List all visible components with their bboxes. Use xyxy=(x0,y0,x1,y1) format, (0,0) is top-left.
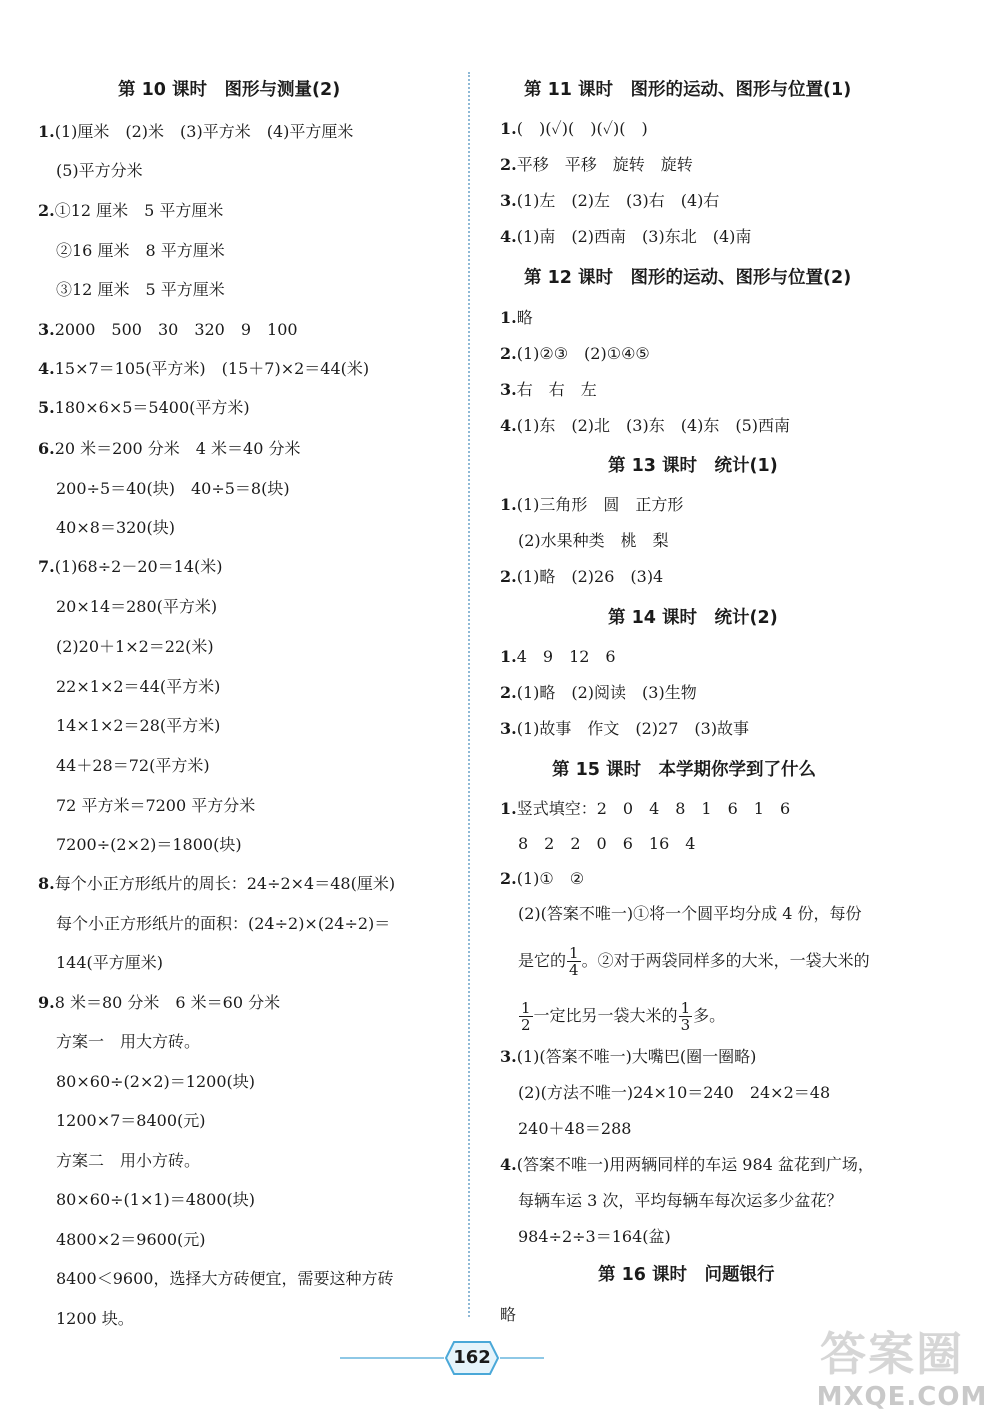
item-number: 4. xyxy=(500,1155,517,1174)
item-text: (2)水果种类 桃 梨 xyxy=(518,531,669,550)
lesson-10-line xyxy=(56,1230,206,1250)
item-number: 3. xyxy=(500,380,517,399)
lesson-11-line xyxy=(500,191,719,211)
item-number: 4. xyxy=(500,227,517,246)
item-text: 1200×7＝8400(元) xyxy=(56,1111,206,1130)
lesson-10-line xyxy=(56,518,175,538)
item-number: 1. xyxy=(500,495,517,514)
item-text: 14×1×2＝28(平方米) xyxy=(56,716,221,735)
lesson-11-line xyxy=(500,119,648,139)
item-text: ②16 厘米 8 平方厘米 xyxy=(56,241,225,260)
lesson-10-line xyxy=(56,637,214,657)
item-text: (1)左 (2)左 (3)右 (4)右 xyxy=(516,191,720,210)
lesson-15-line xyxy=(518,834,695,854)
footer-line-right xyxy=(500,1357,544,1359)
lesson-10-line xyxy=(56,161,143,181)
item-number: 3. xyxy=(500,1047,517,1066)
frac1-numerator: 1 xyxy=(569,944,579,962)
item-text: 平移 平移 旋转 旋转 xyxy=(516,155,693,174)
item-text: (5)平方分米 xyxy=(56,161,143,180)
frac2-numerator-1: 1 xyxy=(521,999,531,1017)
lesson-16-heading: 第 16 课时 问题银行 xyxy=(598,1265,775,1285)
item-number: 6. xyxy=(38,439,55,458)
item-text: 20 米＝200 分米 4 米＝40 分米 xyxy=(54,439,301,458)
item-number: 5. xyxy=(38,398,55,417)
lesson-10-line xyxy=(56,716,220,736)
lesson-13-line xyxy=(518,531,669,551)
item-text: (1)① ② xyxy=(516,869,585,888)
lesson-12-line xyxy=(500,308,533,328)
lesson-10-line xyxy=(38,122,353,142)
lesson-10-line xyxy=(56,1309,134,1329)
item-text: 7200÷(2×2)＝1800(块) xyxy=(56,835,242,854)
item-text: 72 平方米＝7200 平方分米 xyxy=(56,796,256,815)
lesson-15-line xyxy=(518,1191,842,1211)
item-text: (1)三角形 圆 正方形 xyxy=(516,495,684,514)
lesson-10-line xyxy=(56,1269,393,1289)
lesson-15-line xyxy=(518,1119,631,1139)
lesson-10-line xyxy=(56,1032,200,1052)
item-text: 2000 500 30 320 9 100 xyxy=(54,320,298,339)
lesson-14-heading: 第 14 课时 统计(2) xyxy=(608,608,778,628)
item-number: 1. xyxy=(500,799,517,818)
item-text: 984÷2÷3＝164(盆) xyxy=(518,1227,671,1246)
lesson-10-line xyxy=(56,1190,255,1210)
lesson-15-line xyxy=(500,799,790,819)
frac1-pre: 是它的 xyxy=(518,951,567,970)
watermark-site: MXQE.COM xyxy=(816,1382,988,1412)
item-number: 2. xyxy=(38,201,55,220)
item-text: 4 9 12 6 xyxy=(516,647,616,666)
frac2-denominator-2: 3 xyxy=(680,1016,691,1034)
footer-line-left xyxy=(340,1357,444,1359)
lesson-15-line xyxy=(500,1155,874,1175)
item-text: 右 右 左 xyxy=(516,380,597,399)
lesson-10-line xyxy=(38,439,301,459)
item-number: 1. xyxy=(500,119,517,138)
item-text: 180×6×5＝5400(平方米) xyxy=(54,398,250,417)
item-text: ( )(✓)( )(✓)( ) xyxy=(516,119,648,138)
item-text: (1)(答案不唯一)大嘴巴(圈一圈略) xyxy=(516,1047,757,1066)
item-number: 4. xyxy=(500,416,517,435)
item-text: 22×1×2＝44(平方米) xyxy=(56,677,221,696)
fraction-one-quarter xyxy=(567,945,581,978)
item-text: 8 米＝80 分米 6 米＝60 分米 xyxy=(54,993,281,1012)
item-text: 4800×2＝9600(元) xyxy=(56,1230,206,1249)
lesson-15-line xyxy=(500,869,584,889)
item-number: 4. xyxy=(38,359,55,378)
item-text: (1)故事 作文 (2)27 (3)故事 xyxy=(516,719,750,738)
lesson-10-line xyxy=(56,1111,206,1131)
lesson-10-line xyxy=(56,677,220,697)
item-text: 略 xyxy=(516,308,533,327)
item-text: 15×7＝105(平方米) (15＋7)×2＝44(米) xyxy=(54,359,370,378)
lesson-13-heading: 第 13 课时 统计(1) xyxy=(608,456,778,476)
lesson-10-heading: 第 10 课时 图形与测量(2) xyxy=(118,80,341,100)
lesson-14-line xyxy=(500,683,697,703)
item-number: 9. xyxy=(38,993,55,1012)
item-text: (1)略 (2)阅读 (3)生物 xyxy=(516,683,697,702)
item-text: 方案二 用小方砖。 xyxy=(56,1151,201,1170)
fraction-line-1 xyxy=(518,945,870,978)
item-number: 1. xyxy=(38,122,55,141)
item-number: 2. xyxy=(500,683,517,702)
item-text: 20×14＝280(平方米) xyxy=(56,597,218,616)
page-number: 162 xyxy=(453,1347,491,1368)
item-text: 80×60÷(2×2)＝1200(块) xyxy=(56,1072,255,1091)
item-number: 8. xyxy=(38,874,55,893)
item-text: ①12 厘米 5 平方厘米 xyxy=(54,201,224,220)
lesson-15-line xyxy=(500,1047,756,1067)
lesson-10-line xyxy=(38,993,280,1013)
lesson-10-line xyxy=(56,241,225,261)
lesson-15-line xyxy=(518,1227,671,1247)
item-text: (1)东 (2)北 (3)东 (4)东 (5)西南 xyxy=(516,416,791,435)
lesson-14-line xyxy=(500,719,749,739)
item-text: (1)68÷2－20＝14(米) xyxy=(54,557,223,576)
lesson-14-line xyxy=(500,647,616,667)
lesson-10-line xyxy=(38,874,395,894)
item-number: 1. xyxy=(500,308,517,327)
lesson-13-line xyxy=(500,495,683,515)
item-text: 8400＜9600，选择大方砖便宜，需要这种方砖 xyxy=(56,1269,394,1288)
item-text: (1)南 (2)西南 (3)东北 (4)南 xyxy=(516,227,752,246)
frac2-mid: 一定比另一袋大米的 xyxy=(533,1006,678,1025)
lesson-13-line xyxy=(500,567,663,587)
lesson-10-line xyxy=(56,914,390,934)
item-number: 1. xyxy=(500,647,517,666)
frac2-denominator-1: 2 xyxy=(521,1016,531,1034)
item-text: 每辆车运 3 次，平均每辆车每次运多少盆花？ xyxy=(518,1191,843,1210)
frac1-post: 。②对于两袋同样多的大米，一袋大米的 xyxy=(581,951,870,970)
item-number: 7. xyxy=(38,557,55,576)
item-number: 2. xyxy=(500,869,517,888)
fraction-line-2 xyxy=(518,1000,725,1033)
item-text: (1)厘米 (2)米 (3)平方米 (4)平方厘米 xyxy=(54,122,354,141)
lesson-15-heading: 第 15 课时 本学期你学到了什么 xyxy=(552,760,817,780)
item-text: (2)(答案不唯一)①将一个圆平均分成 4 份，每份 xyxy=(518,904,862,923)
item-text: 40×8＝320(块) xyxy=(56,518,175,537)
lesson-15-line xyxy=(518,904,862,924)
item-text: 每个小正方形纸片的周长：24÷2×4＝48(厘米) xyxy=(54,874,396,893)
item-text: (答案不唯一)用两辆同样的车运 984 盆花到广场， xyxy=(516,1155,874,1174)
item-number: 3. xyxy=(38,320,55,339)
lesson-10-line xyxy=(56,1072,255,1092)
lesson-10-line xyxy=(56,953,163,973)
lesson-11-heading: 第 11 课时 图形的运动、图形与位置(1) xyxy=(524,80,852,100)
item-text: 80×60÷(1×1)＝4800(块) xyxy=(56,1190,255,1209)
item-text: ③12 厘米 5 平方厘米 xyxy=(56,280,225,299)
lesson-10-line xyxy=(38,359,369,379)
item-text: 1200 块。 xyxy=(56,1309,134,1328)
item-number: 2. xyxy=(500,155,517,174)
item-text: 8 2 2 0 6 16 4 xyxy=(518,834,696,853)
lesson-11-line xyxy=(500,227,751,247)
lesson-10-line xyxy=(56,1151,200,1171)
frac1-denominator: 4 xyxy=(569,961,579,979)
lesson-12-heading: 第 12 课时 图形的运动、图形与位置(2) xyxy=(524,268,852,288)
lesson-10-line xyxy=(38,557,223,577)
item-number: 2. xyxy=(500,567,517,586)
lesson-12-line xyxy=(500,416,790,436)
item-text: 方案一 用大方砖。 xyxy=(56,1032,201,1051)
lesson-16-answer: 略 xyxy=(500,1305,517,1324)
item-text: 240＋48＝288 xyxy=(518,1119,632,1138)
item-number: 3. xyxy=(500,719,517,738)
item-number: 3. xyxy=(500,191,517,210)
item-text: (2)20＋1×2＝22(米) xyxy=(56,637,214,656)
item-text: 144(平方厘米) xyxy=(56,953,164,972)
lesson-10-line xyxy=(56,597,217,617)
lesson-12-line xyxy=(500,344,650,364)
lesson-10-line xyxy=(56,479,290,499)
lesson-10-line xyxy=(56,756,210,776)
item-number: 2. xyxy=(500,344,517,363)
lesson-11-line xyxy=(500,155,693,175)
lesson-10-line xyxy=(56,280,225,300)
frac2-post: 多。 xyxy=(693,1006,726,1025)
lesson-12-line xyxy=(500,380,597,400)
item-text: (1)②③ (2)①④⑤ xyxy=(516,344,650,363)
item-text: 竖式填空：2 0 4 8 1 6 1 6 xyxy=(516,799,791,818)
lesson-10-line xyxy=(38,201,223,221)
item-text: 200÷5＝40(块) 40÷5＝8(块) xyxy=(56,479,290,498)
item-text: (2)(方法不唯一)24×10＝240 24×2＝48 xyxy=(518,1083,831,1102)
item-text: 每个小正方形纸片的面积：(24÷2)×(24÷2)＝ xyxy=(56,914,391,933)
item-text: (1)略 (2)26 (3)4 xyxy=(516,567,664,586)
fraction-one-half xyxy=(519,1000,533,1033)
lesson-10-line xyxy=(56,835,242,855)
watermark-logo: 答案圈 xyxy=(820,1327,964,1381)
fraction-one-third xyxy=(679,1000,693,1033)
item-text: 44＋28＝72(平方米) xyxy=(56,756,210,775)
lesson-15-line xyxy=(518,1083,830,1103)
column-divider xyxy=(468,72,470,1317)
frac2-numerator-2: 1 xyxy=(680,999,691,1017)
lesson-10-line xyxy=(56,796,255,816)
lesson-10-line xyxy=(38,320,298,340)
lesson-10-line xyxy=(38,398,250,418)
